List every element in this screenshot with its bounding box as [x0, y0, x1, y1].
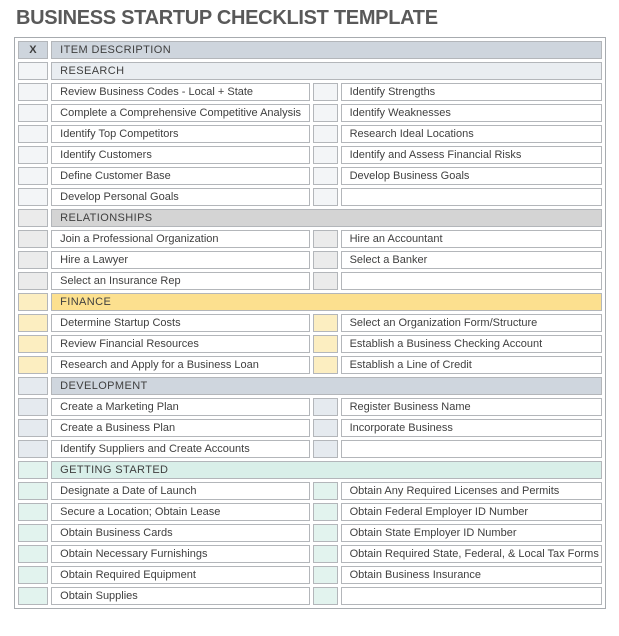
checkbox-cell[interactable]	[18, 398, 48, 416]
item-cell[interactable]: Define Customer Base	[51, 167, 310, 185]
section-check-cell[interactable]	[18, 62, 48, 80]
section-check-cell[interactable]	[18, 209, 48, 227]
item-cell[interactable]: Create a Marketing Plan	[51, 398, 310, 416]
item-cell[interactable]: Identify Top Competitors	[51, 125, 310, 143]
checkbox-cell[interactable]	[18, 251, 48, 269]
table-row	[18, 188, 602, 206]
section-check-cell[interactable]	[18, 377, 48, 395]
section-check-cell[interactable]	[18, 461, 48, 479]
table-row	[18, 314, 602, 332]
check-column-header: X	[18, 41, 48, 59]
section-header-row	[18, 209, 602, 227]
checkbox-cell[interactable]	[313, 335, 337, 353]
checkbox-cell[interactable]	[18, 440, 48, 458]
item-cell[interactable]: Obtain Required State, Federal, & Local Tax Forms	[341, 545, 602, 563]
table-row	[18, 230, 602, 248]
section-header-row	[18, 293, 602, 311]
checkbox-cell[interactable]	[313, 440, 337, 458]
checkbox-cell[interactable]	[18, 503, 48, 521]
item-cell[interactable]: Identify Strengths	[341, 83, 602, 101]
checkbox-cell[interactable]	[313, 146, 337, 164]
item-cell[interactable]: Research and Apply for a Business Loan	[51, 356, 310, 374]
item-cell[interactable]: Establish a Business Checking Account	[341, 335, 602, 353]
item-cell[interactable]: Create a Business Plan	[51, 419, 310, 437]
item-cell[interactable]: Designate a Date of Launch	[51, 482, 310, 500]
checkbox-cell[interactable]	[18, 524, 48, 542]
section-header-getting-started: GETTING STARTED	[51, 461, 602, 479]
checkbox-cell[interactable]	[313, 230, 337, 248]
checkbox-cell[interactable]	[18, 188, 48, 206]
checklist-body	[18, 62, 602, 605]
section-header-research: RESEARCH	[51, 62, 602, 80]
section-header-row	[18, 377, 602, 395]
item-cell[interactable]: Complete a Comprehensive Competitive Analysis	[51, 104, 310, 122]
table-row	[18, 104, 602, 122]
column-header-row	[18, 41, 602, 59]
table-row	[18, 482, 602, 500]
item-cell[interactable]: Determine Startup Costs	[51, 314, 310, 332]
checkbox-cell[interactable]	[18, 566, 48, 584]
item-cell[interactable]	[341, 272, 602, 290]
checkbox-cell[interactable]	[18, 230, 48, 248]
item-cell[interactable]: Develop Business Goals	[341, 167, 602, 185]
checkbox-cell[interactable]	[313, 314, 337, 332]
checkbox-cell[interactable]	[313, 482, 337, 500]
checkbox-cell[interactable]	[18, 272, 48, 290]
item-cell[interactable]	[341, 440, 602, 458]
checkbox-cell[interactable]	[313, 545, 337, 563]
item-cell[interactable]: Identify Weaknesses	[341, 104, 602, 122]
item-cell[interactable]: Select an Organization Form/Structure	[341, 314, 602, 332]
checkbox-cell[interactable]	[313, 356, 337, 374]
checkbox-cell[interactable]	[313, 419, 337, 437]
checkbox-cell[interactable]	[313, 251, 337, 269]
item-cell[interactable]	[341, 188, 602, 206]
table-row	[18, 146, 602, 164]
checkbox-cell[interactable]	[313, 188, 337, 206]
checkbox-cell[interactable]	[18, 104, 48, 122]
page-title: BUSINESS STARTUP CHECKLIST TEMPLATE	[16, 7, 438, 29]
item-cell[interactable]: Identify and Assess Financial Risks	[341, 146, 602, 164]
table-row	[18, 503, 602, 521]
item-cell[interactable]: Obtain Federal Employer ID Number	[341, 503, 602, 521]
table-row	[18, 167, 602, 185]
checkbox-cell[interactable]	[313, 125, 337, 143]
table-row	[18, 251, 602, 269]
item-description-column-header: ITEM DESCRIPTION	[51, 41, 602, 59]
item-cell[interactable]: Obtain Necessary Furnishings	[51, 545, 310, 563]
section-header-row	[18, 62, 602, 80]
checkbox-cell[interactable]	[18, 419, 48, 437]
checklist-table	[14, 37, 606, 609]
item-cell[interactable]: Obtain Business Cards	[51, 524, 310, 542]
item-cell[interactable]: Obtain State Employer ID Number	[341, 524, 602, 542]
item-cell[interactable]: Select an Insurance Rep	[51, 272, 310, 290]
checkbox-cell[interactable]	[18, 125, 48, 143]
item-cell[interactable]: Develop Personal Goals	[51, 188, 310, 206]
section-header-row	[18, 461, 602, 479]
checkbox-cell[interactable]	[313, 587, 337, 605]
checkbox-cell[interactable]	[18, 587, 48, 605]
item-cell[interactable]: Obtain Supplies	[51, 587, 310, 605]
item-cell[interactable]: Identify Customers	[51, 146, 310, 164]
item-cell[interactable]: Obtain Any Required Licenses and Permits	[341, 482, 602, 500]
table-row	[18, 566, 602, 584]
checkbox-cell[interactable]	[313, 524, 337, 542]
checkbox-cell[interactable]	[313, 566, 337, 584]
section-header-development: DEVELOPMENT	[51, 377, 602, 395]
item-cell[interactable]: Identify Suppliers and Create Accounts	[51, 440, 310, 458]
checkbox-cell[interactable]	[313, 83, 337, 101]
checkbox-cell[interactable]	[18, 356, 48, 374]
checkbox-cell[interactable]	[18, 482, 48, 500]
section-check-cell[interactable]	[18, 293, 48, 311]
item-cell[interactable]: Obtain Required Equipment	[51, 566, 310, 584]
item-cell[interactable]: Establish a Line of Credit	[341, 356, 602, 374]
checkbox-cell[interactable]	[18, 335, 48, 353]
item-cell[interactable]: Incorporate Business	[341, 419, 602, 437]
checkbox-cell[interactable]	[313, 503, 337, 521]
table-row	[18, 335, 602, 353]
table-row	[18, 356, 602, 374]
checkbox-cell[interactable]	[18, 314, 48, 332]
item-cell[interactable]: Obtain Business Insurance	[341, 566, 602, 584]
item-cell[interactable]	[341, 587, 602, 605]
checkbox-cell[interactable]	[313, 272, 337, 290]
item-cell[interactable]: Register Business Name	[341, 398, 602, 416]
item-cell[interactable]: Join a Professional Organization	[51, 230, 310, 248]
table-row	[18, 440, 602, 458]
item-cell[interactable]: Secure a Location; Obtain Lease	[51, 503, 310, 521]
item-cell[interactable]: Review Business Codes - Local + State	[51, 83, 310, 101]
checkbox-cell[interactable]	[18, 167, 48, 185]
checkbox-cell[interactable]	[18, 545, 48, 563]
item-cell[interactable]: Select a Banker	[341, 251, 602, 269]
item-cell[interactable]: Research Ideal Locations	[341, 125, 602, 143]
section-header-finance: FINANCE	[51, 293, 602, 311]
checkbox-cell[interactable]	[18, 146, 48, 164]
table-row	[18, 398, 602, 416]
section-header-relationships: RELATIONSHIPS	[51, 209, 602, 227]
checkbox-cell[interactable]	[313, 167, 337, 185]
checkbox-cell[interactable]	[18, 83, 48, 101]
item-cell[interactable]: Hire an Accountant	[341, 230, 602, 248]
table-row	[18, 272, 602, 290]
table-row	[18, 524, 602, 542]
table-row	[18, 83, 602, 101]
table-row	[18, 419, 602, 437]
table-row	[18, 125, 602, 143]
item-cell[interactable]: Review Financial Resources	[51, 335, 310, 353]
item-cell[interactable]: Hire a Lawyer	[51, 251, 310, 269]
table-row	[18, 587, 602, 605]
checkbox-cell[interactable]	[313, 398, 337, 416]
checkbox-cell[interactable]	[313, 104, 337, 122]
table-row	[18, 545, 602, 563]
